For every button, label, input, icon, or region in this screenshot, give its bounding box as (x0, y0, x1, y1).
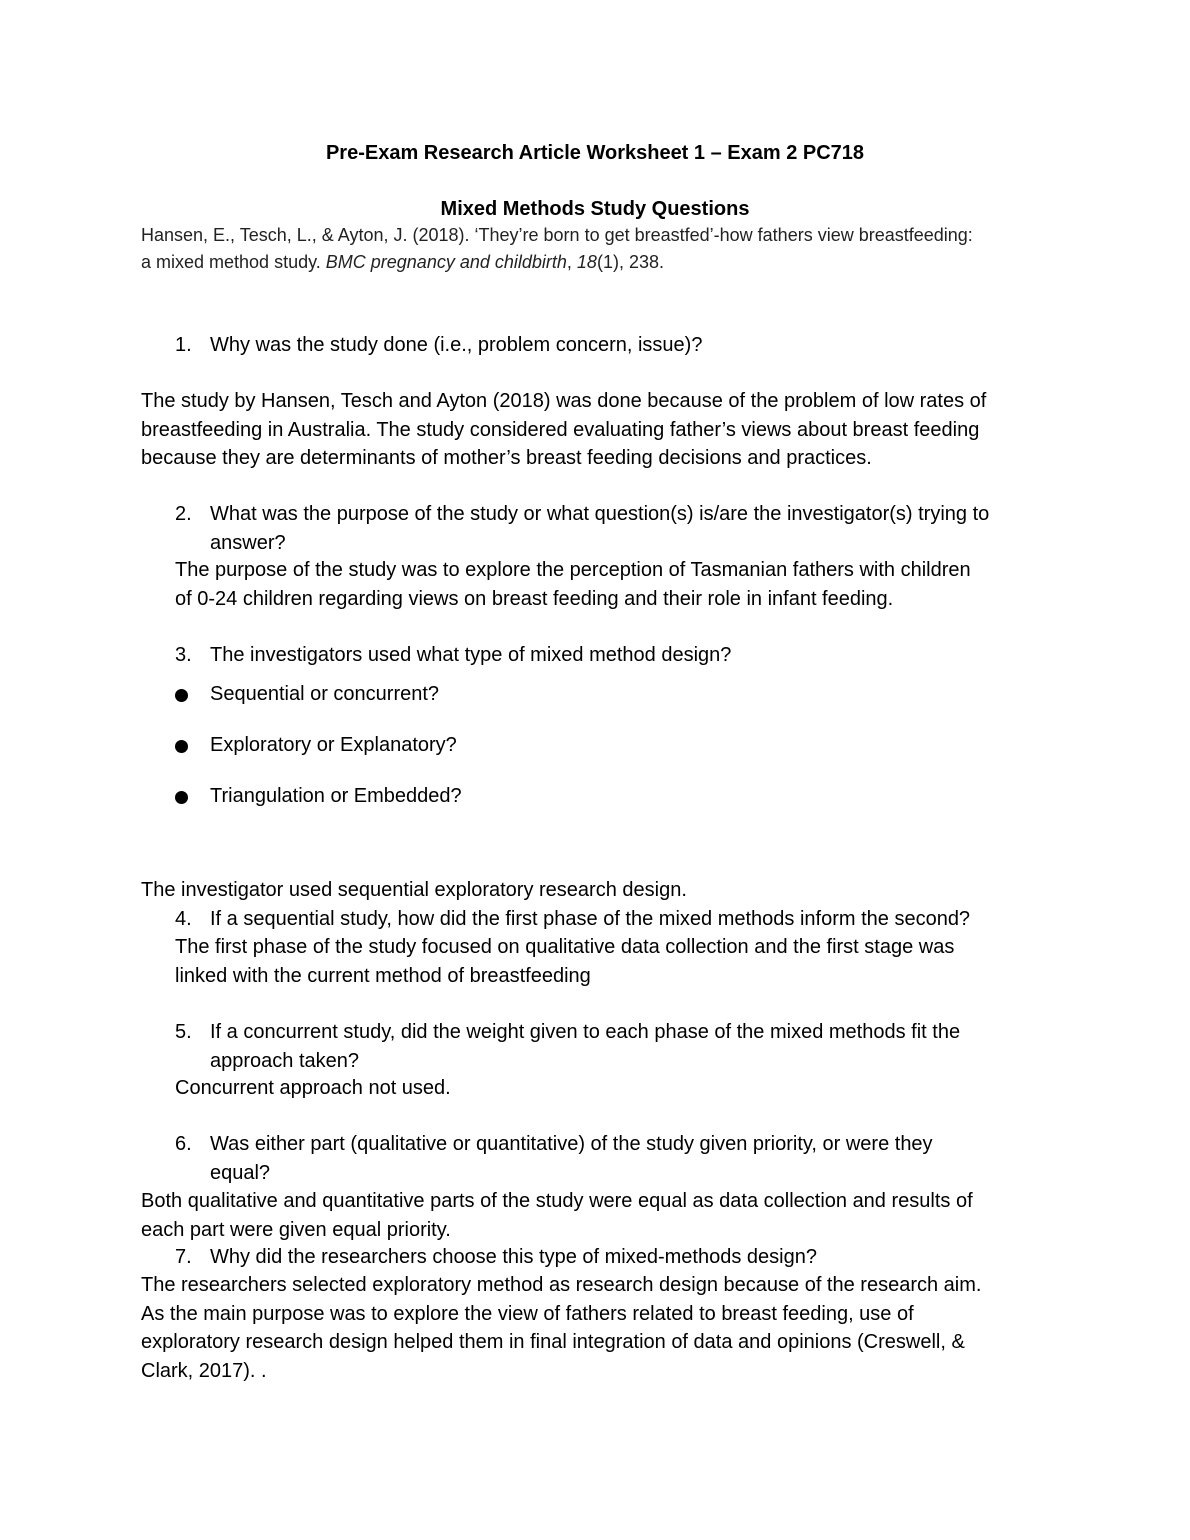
answer-2-line: of 0-24 children regarding views on breast feeding and their role in infant feeding. (175, 587, 894, 610)
answer-3: The investigator used sequential exploratory research design. (141, 879, 687, 901)
answer-4-line: linked with the current method of breastfeeding (175, 964, 591, 987)
answer-2-line: The purpose of the study was to explore the perception of Tasmanian fathers with children (175, 559, 971, 581)
bullet-icon (175, 740, 188, 753)
citation-journal: BMC pregnancy and childbirth (325, 252, 567, 272)
question-4-text: If a sequential study, how did the first phase of the mixed methods inform the second? (210, 908, 971, 930)
bullet-item-2: Exploratory or Explanatory? (210, 734, 457, 756)
answer-7-line: Clark, 2017). . (141, 1359, 267, 1382)
question-6-number: 6. (175, 1133, 192, 1155)
page-subtitle: Mixed Methods Study Questions (440, 198, 750, 220)
question-7-number: 7. (175, 1246, 192, 1268)
answer-7-line: The researchers selected exploratory method as research design because of the research aim. (141, 1274, 982, 1296)
citation-prefix: a mixed method study. (141, 252, 326, 272)
citation-suffix: (1), 238. (596, 252, 664, 272)
citation-volume: 18 (576, 252, 597, 272)
question-3-text: The investigators used what type of mixed method design? (210, 644, 732, 666)
answer-7-line: exploratory research design helped them in final integration of data and opinions (Creswell, & (141, 1331, 965, 1353)
question-2-text (210, 500, 989, 557)
answer-1 (141, 387, 986, 473)
answer-4-line: The first phase of the study focused on qualitative data collection and the first stage was (175, 936, 955, 958)
bullet-icon (175, 689, 188, 702)
question-2-line: What was the purpose of the study or what question(s) is/are the investigator(s) trying to (210, 503, 990, 525)
citation-separator: , (566, 252, 577, 272)
question-1-text: Why was the study done (i.e., problem concern, issue)? (210, 334, 703, 356)
answer-6 (141, 1187, 973, 1244)
question-2-number: 2. (175, 503, 192, 525)
answer-1-line: because they are determinants of mother’s breast feeding decisions and practices. (141, 447, 872, 469)
question-6-line: Was either part (qualitative or quantitative) of the study given priority, or were they (210, 1133, 933, 1155)
answer-6-line: each part were given equal priority. (141, 1218, 451, 1241)
question-1-number: 1. (175, 334, 192, 356)
citation-line-2 (141, 249, 664, 276)
page-title: Pre-Exam Research Article Worksheet 1 – Exam 2 PC718 (325, 142, 865, 164)
question-6-line: equal? (210, 1161, 271, 1184)
bullet-icon (175, 791, 188, 804)
question-4-number: 4. (175, 908, 192, 930)
question-5-number: 5. (175, 1021, 192, 1043)
answer-7 (141, 1271, 981, 1385)
bullet-item-1: Sequential or concurrent? (210, 683, 440, 705)
answer-7-line: As the main purpose was to explore the view of fathers related to breast feeding, use of (141, 1302, 914, 1325)
question-5-text (210, 1018, 960, 1075)
bullet-item-3: Triangulation or Embedded? (210, 785, 462, 807)
question-6-text (210, 1130, 933, 1187)
question-3-number: 3. (175, 644, 192, 666)
answer-1-line: breastfeeding in Australia. The study considered evaluating father’s views about breast feeding (141, 418, 980, 441)
answer-4 (175, 933, 954, 990)
answer-5: Concurrent approach not used. (175, 1077, 451, 1099)
answer-6-line: Both qualitative and quantitative parts of the study were equal as data collection and results of (141, 1190, 973, 1212)
answer-2 (175, 556, 971, 613)
question-2-line: answer? (210, 531, 286, 554)
answer-1-line: The study by Hansen, Tesch and Ayton (2018) was done because of the problem of low rates of (141, 390, 987, 412)
question-5-line: approach taken? (210, 1049, 360, 1072)
citation-line-1: Hansen, E., Tesch, L., & Ayton, J. (2018). ‘They’re born to get breastfed’-how fathers view breastfeeding: (141, 225, 973, 245)
question-5-line: If a concurrent study, did the weight given to each phase of the mixed methods fit the (210, 1021, 961, 1043)
question-7-text: Why did the researchers choose this type of mixed-methods design? (210, 1246, 817, 1268)
